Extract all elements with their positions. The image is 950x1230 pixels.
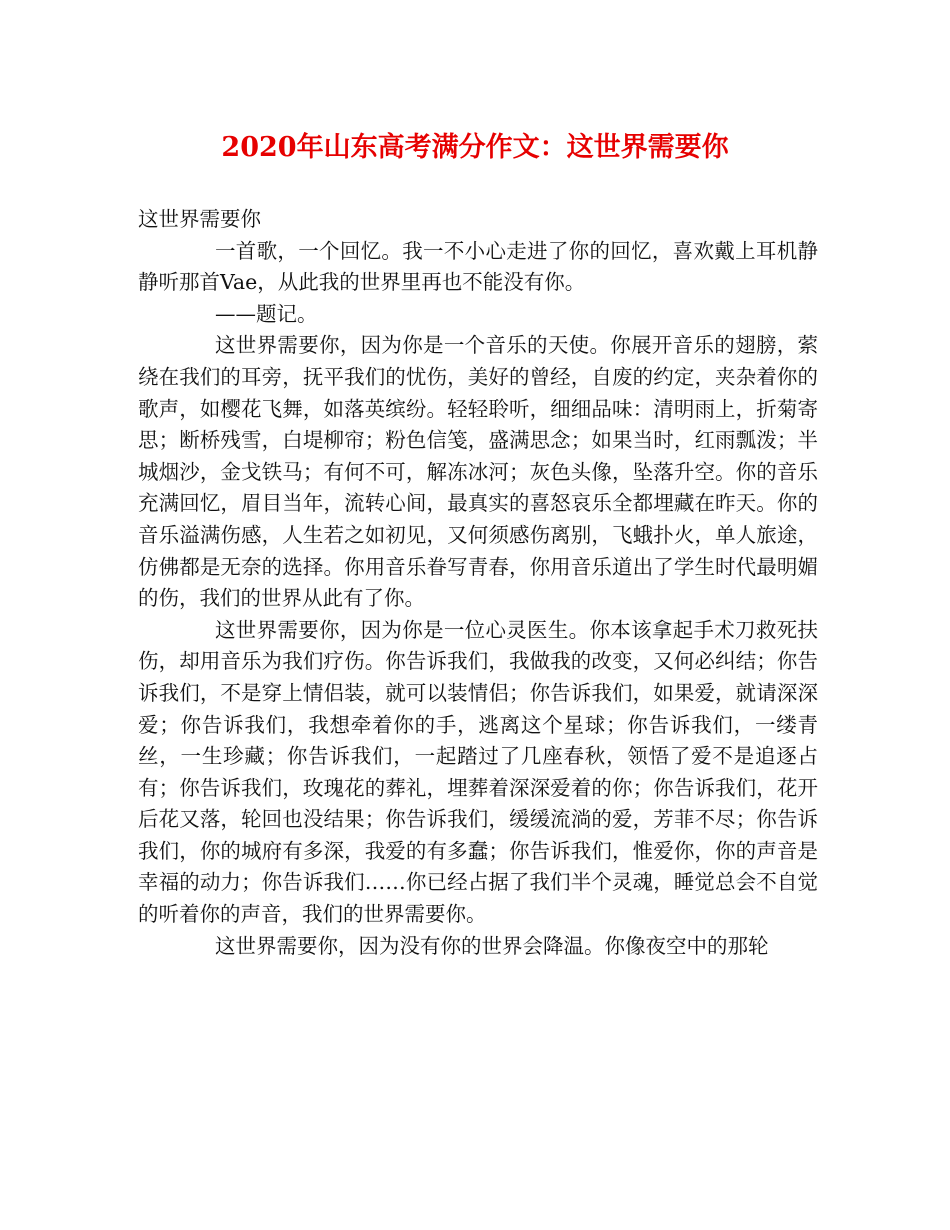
essay-heading: 这世界需要你 (138, 207, 261, 231)
paragraph-epigraph-note: ——题记。 (215, 301, 318, 326)
paragraph-world-cooling: 这世界需要你，因为没有你的世界会降温。你像夜空中的那轮 (215, 933, 769, 958)
document-body (138, 204, 818, 962)
paragraph-epigraph: 一首歌，一个回忆。我一不小心走进了你的回忆，喜欢戴上耳机静静听那首Vae，从此我的世界里再也不能没有你。 (138, 238, 818, 295)
document-title: 2020年山东高考满分作文：这世界需要你 (221, 132, 729, 163)
paragraph-soul-doctor: 这世界需要你，因为你是一位心灵医生。你本该拿起手术刀救死扶伤，却用音乐为我们疗伤。你告诉我们，我做我的改变，又何必纠结；你告诉我们，不是穿上情侣装，就可以装情侣；你告诉我们，如果爱，就请深深爱；你告诉我们，我想牵着你的手，逃离这个星球；你告诉我们，一缕青丝，一生珍藏；你告诉我们，一起踏过了几座春秋，领悟了爱不是追逐占有；你告诉我们，玫瑰花的葬礼，埋葬着深深爱着的你；你告诉我们，花开后花又落，轮回也没结果；你告诉我们，缓缓流淌的爱，芳菲不尽；你告诉我们，你的城府有多深，我爱的有多蠢；你告诉我们，惟爱你，你的声音是幸福的动力；你告诉我们……你已经占据了我们半个灵魂，睡觉总会不自觉的听着你的声音，我们的世界需要你。 (138, 617, 818, 927)
paragraph-music-angel: 这世界需要你，因为你是一个音乐的天使。你展开音乐的翅膀，萦绕在我们的耳旁，抚平我们的忧伤，美好的曾经，自废的约定，夹杂着你的歌声，如樱花飞舞，如落英缤纷。轻轻聆听，细细品味：清明雨上，折菊寄思；断桥残雪，白堤柳帘；粉色信笺，盛满思念；如果当时，红雨瓢泼；半城烟沙，金戈铁马；有何不可，解冻冰河；灰色头像，坠落升空。你的音乐充满回忆，眉目当年，流转心间，最真实的喜怒哀乐全都埋藏在昨天。你的音乐溢满伤感，人生若之如初见，又何须感伤离别，飞蛾扑火，单人旅途，仿佛都是无奈的选择。你用音乐眷写青春，你用音乐道出了学生时代最明媚的伤，我们的世界从此有了你。 (138, 333, 818, 611)
